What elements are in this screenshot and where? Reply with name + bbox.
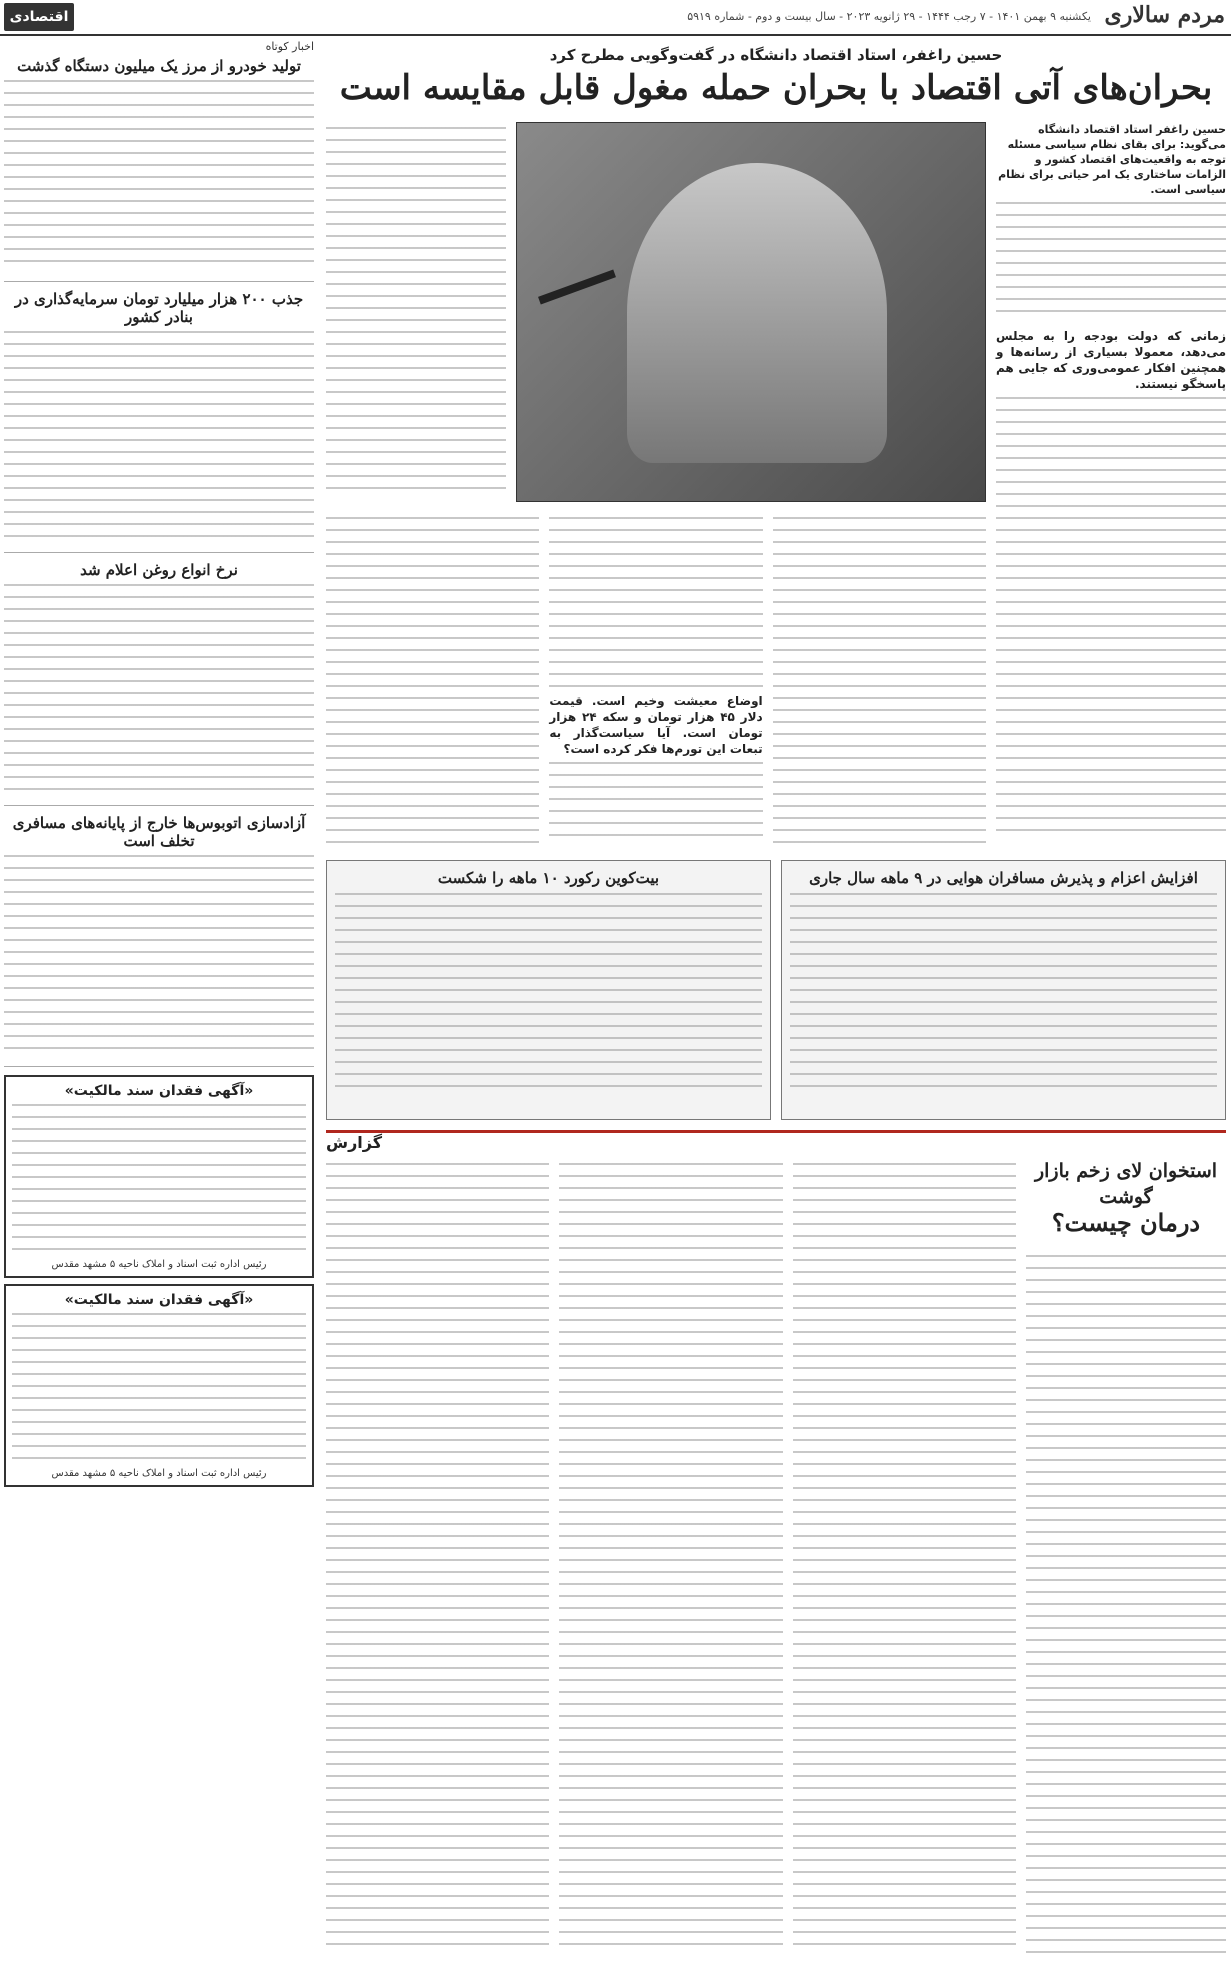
- article-column: [549, 512, 762, 852]
- left-column: [4, 40, 314, 1970]
- report-column: [1026, 1250, 1226, 1960]
- brief-box: [326, 860, 771, 1120]
- report-column: [793, 1158, 1016, 1958]
- news-item: [4, 57, 314, 282]
- column-tag: اخبار کوتاه: [265, 40, 314, 53]
- news-item: [4, 290, 314, 553]
- main-article-area: [326, 40, 1226, 1970]
- report-label: گزارش: [326, 1133, 383, 1152]
- lead-paragraph: حسین راغفر استاد اقتصاد دانشگاه می‌گوید: برای بقای نظام سیاسی مسئله توجه به واقعیت‌های اقتصاد کشور و الزامات ساختاری یک امر حیاتی برای نظام سیاسی است.: [998, 123, 1226, 196]
- article-body-columns: [326, 512, 986, 852]
- section-tab: اقتصادی ۵: [4, 3, 74, 31]
- lead-column: [996, 122, 1226, 852]
- ad-title: «آگهی فقدان سند مالکیت»: [64, 1292, 254, 1308]
- article-column: [326, 512, 539, 852]
- report-title: [1026, 1158, 1226, 1236]
- boxed-briefs: [326, 860, 1226, 1120]
- report-body-columns: [326, 1158, 1016, 1958]
- ad-signature: رئیس اداره ثبت اسناد و املاک ناحیه ۵ مشهد مقدس: [51, 1468, 267, 1479]
- news-title: آزادسازی اتوبوس‌ها خارج از پایانه‌های مسافری تخلف است: [12, 814, 306, 850]
- interviewee-figure: [627, 163, 887, 463]
- news-item: [4, 814, 314, 1067]
- ad-signature: رئیس اداره ثبت اسناد و املاک ناحیه ۵ مشهد مقدس: [51, 1259, 267, 1270]
- ad-box: [4, 1284, 314, 1487]
- brief-title: افزایش اعزام و پذیرش مسافران هوایی در ۹ ماهه سال جاری: [809, 869, 1198, 887]
- report-bar: [326, 1130, 1226, 1152]
- ad-box: [4, 1075, 314, 1278]
- issue-meta: یکشنبه ۹ بهمن ۱۴۰۱ - ۷ رجب ۱۴۴۴ - ۲۹ ژانویه ۲۰۲۳ - سال بیست و دوم - شماره ۵۹۱۹: [687, 10, 1091, 23]
- report-column: [559, 1158, 782, 1958]
- article-column: [773, 512, 986, 852]
- article-photo: [516, 122, 986, 502]
- news-title: جذب ۲۰۰ هزار میلیارد تومان سرمایه‌گذاری در بنادر کشور: [14, 290, 304, 326]
- brief-title: بیت‌کوین رکورد ۱۰ ماهه را شکست: [437, 869, 660, 887]
- article-headline: بحران‌های آتی اقتصاد با بحران حمله مغول قابل مقایسه است: [339, 68, 1213, 108]
- brief-box: [781, 860, 1226, 1120]
- news-title: نرخ انواع روغن اعلام شد: [80, 561, 238, 579]
- article-kicker: حسین راغفر، استاد اقتصاد دانشگاه در گفت‌وگویی مطرح کرد: [549, 46, 1003, 64]
- ad-title: «آگهی فقدان سند مالکیت»: [64, 1083, 254, 1099]
- report-section: [326, 1130, 1226, 1970]
- report-title-box: [1026, 1158, 1226, 1236]
- report-title-line2: درمان چیست؟: [1051, 1208, 1201, 1237]
- microphone-icon: [538, 270, 616, 305]
- news-title: تولید خودرو از مرز یک میلیون دستگاه گذشت: [17, 57, 301, 75]
- story-area: [326, 122, 1226, 852]
- report-title-line1: استخوان لای زخم بازار گوشت: [1034, 1160, 1218, 1208]
- report-column: [326, 1158, 549, 1958]
- pullquote: زمانی که دولت بودجه را به مجلس می‌دهد، معمولا بسیاری از رسانه‌ها و همچنین افکار عمومی‌وری که جایی هم پاسخگو نیستند.: [996, 329, 1226, 391]
- newspaper-logo: مردم سالاری: [1104, 2, 1225, 28]
- news-item: [4, 561, 314, 806]
- article-column-left: [326, 122, 506, 502]
- pullquote: اوضاع معیشت وخیم است. قیمت دلار ۴۵ هزار تومان و سکه ۲۴ هزار تومان است. آیا سیاست‌گذار به تبعات این تورم‌ها فکر کرده است؟: [549, 694, 763, 756]
